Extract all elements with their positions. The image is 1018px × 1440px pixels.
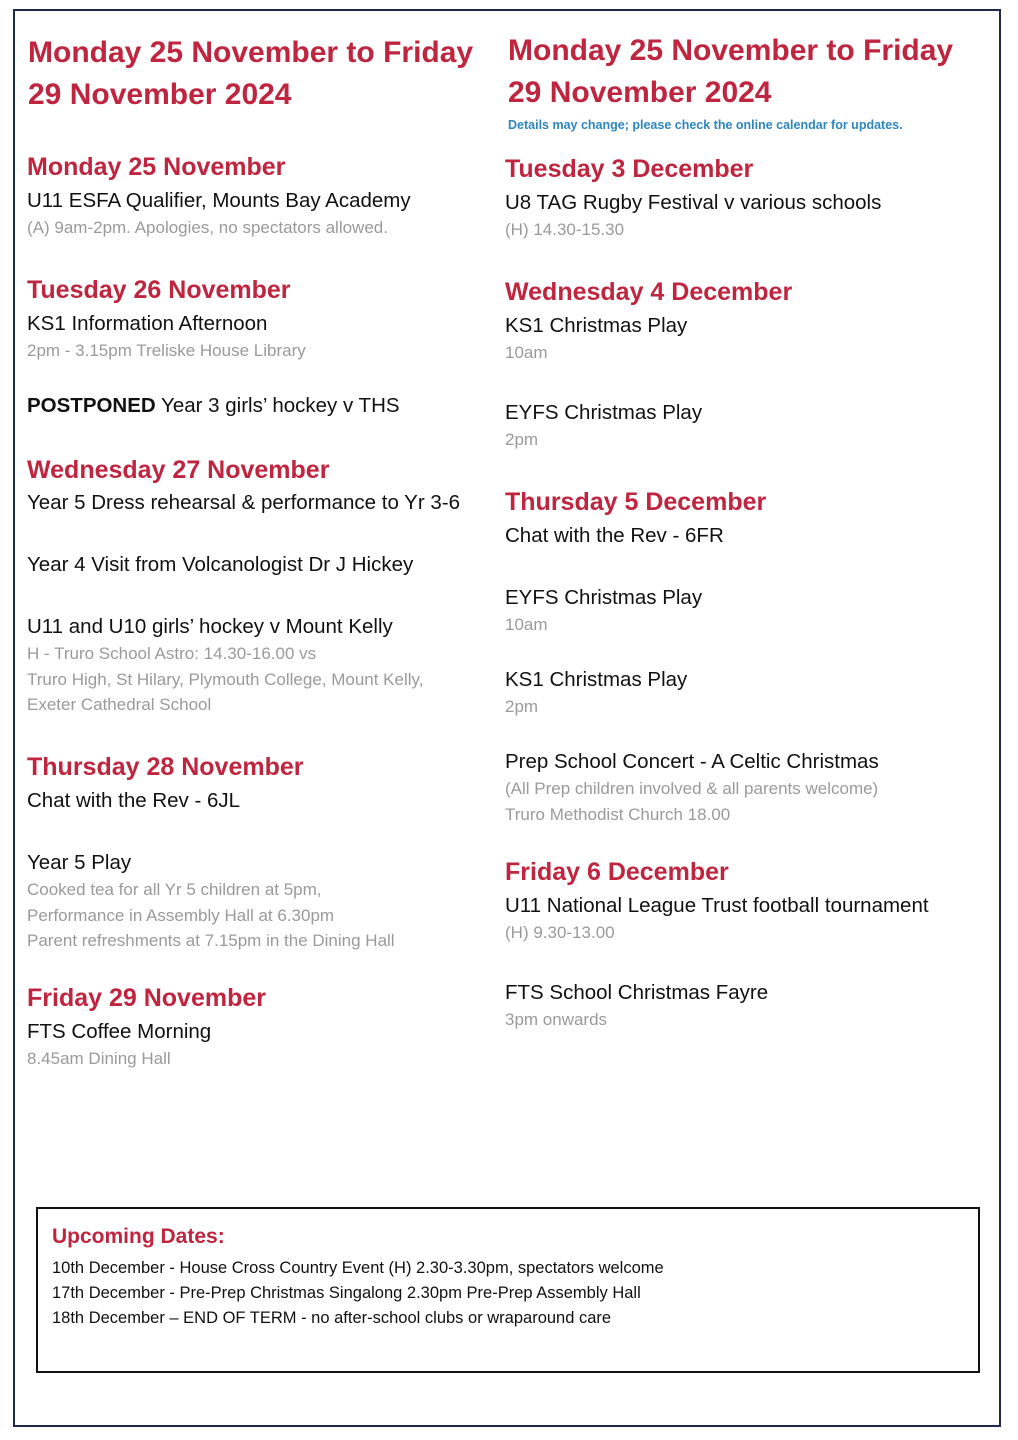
right-title-line1: Monday 25 November to Friday [508, 34, 954, 67]
event-detail: Cooked tea for all Yr 5 children at 5pm, [27, 880, 322, 899]
event-title: KS1 Information Afternoon [27, 312, 268, 335]
event-title: U11 National League Trust football tournament [505, 894, 929, 917]
day-heading-thu-28: Thursday 28 November [27, 753, 304, 781]
event-detail: (All Prep children involved & all parents welcome) [505, 779, 879, 798]
event-detail: (H) 9.30-13.00 [505, 923, 615, 942]
day-heading-mon-25: Monday 25 November [27, 153, 286, 181]
postponed-label: POSTPONED [27, 394, 156, 417]
event-detail: (A) 9am-2pm. Apologies, no spectators allowed. [27, 218, 388, 237]
event-title: Year 5 Dress rehearsal & performance to Yr 3-6 [27, 491, 460, 514]
event-title-postponed [27, 393, 400, 419]
day-heading-fri-6: Friday 6 December [505, 858, 729, 886]
event-title: FTS School Christmas Fayre [505, 981, 769, 1004]
event-title: EYFS Christmas Play [505, 401, 703, 424]
upcoming-date-item: 10th December - House Cross Country Event (H) 2.30-3.30pm, spectators welcome [52, 1259, 664, 1277]
event-title: U11 ESFA Qualifier, Mounts Bay Academy [27, 189, 411, 212]
event-detail: (H) 14.30-15.30 [505, 220, 625, 239]
day-heading-fri-29: Friday 29 November [27, 984, 266, 1012]
event-detail: H - Truro School Astro: 14.30-16.00 vs [27, 644, 317, 663]
event-title: Chat with the Rev - 6JL [27, 789, 241, 812]
day-heading-tue-3: Tuesday 3 December [505, 155, 754, 183]
event-title: EYFS Christmas Play [505, 586, 703, 609]
event-title: Year 4 Visit from Volcanologist Dr J Hickey [27, 553, 414, 576]
event-detail: Exeter Cathedral School [27, 695, 212, 714]
event-title-text: Year 3 girls’ hockey v THS [155, 394, 400, 417]
event-title: U8 TAG Rugby Festival v various schools [505, 191, 882, 214]
event-title: KS1 Christmas Play [505, 668, 688, 691]
update-note: Details may change; please check the online calendar for updates. [508, 118, 903, 132]
event-detail: 2pm [505, 430, 539, 449]
event-detail: Performance in Assembly Hall at 6.30pm [27, 906, 335, 925]
upcoming-date-item: 17th December - Pre-Prep Christmas Singalong 2.30pm Pre-Prep Assembly Hall [52, 1284, 641, 1302]
event-detail: Truro Methodist Church 18.00 [505, 805, 731, 824]
day-heading-thu-5: Thursday 5 December [505, 488, 767, 516]
event-detail: 3pm onwards [505, 1010, 608, 1029]
upcoming-dates-box [36, 1207, 980, 1373]
day-heading-tue-26: Tuesday 26 November [27, 276, 291, 304]
event-title: Prep School Concert - A Celtic Christmas [505, 750, 879, 773]
right-title-line2: 29 November 2024 [508, 76, 772, 109]
event-title: U11 and U10 girls’ hockey v Mount Kelly [27, 615, 393, 638]
event-detail: 10am [505, 615, 548, 634]
left-title-line1: Monday 25 November to Friday [28, 36, 474, 69]
day-heading-wed-4: Wednesday 4 December [505, 278, 793, 306]
event-detail: 2pm - 3.15pm Treliske House Library [27, 341, 306, 360]
event-title: Year 5 Play [27, 851, 132, 874]
left-title-line2: 29 November 2024 [28, 78, 292, 111]
event-detail: 10am [505, 343, 548, 362]
event-detail: 8.45am Dining Hall [27, 1049, 171, 1068]
event-detail: Truro High, St Hilary, Plymouth College, Mount Kelly, [27, 670, 424, 689]
event-detail: 2pm [505, 697, 539, 716]
event-detail: Parent refreshments at 7.15pm in the Dining Hall [27, 931, 395, 950]
event-title: FTS Coffee Morning [27, 1020, 212, 1043]
upcoming-dates-title: Upcoming Dates: [52, 1225, 225, 1248]
upcoming-date-item: 18th December – END OF TERM - no after-school clubs or wraparound care [52, 1309, 612, 1327]
event-title: KS1 Christmas Play [505, 314, 688, 337]
event-title: Chat with the Rev - 6FR [505, 524, 724, 547]
day-heading-wed-27: Wednesday 27 November [27, 456, 330, 484]
